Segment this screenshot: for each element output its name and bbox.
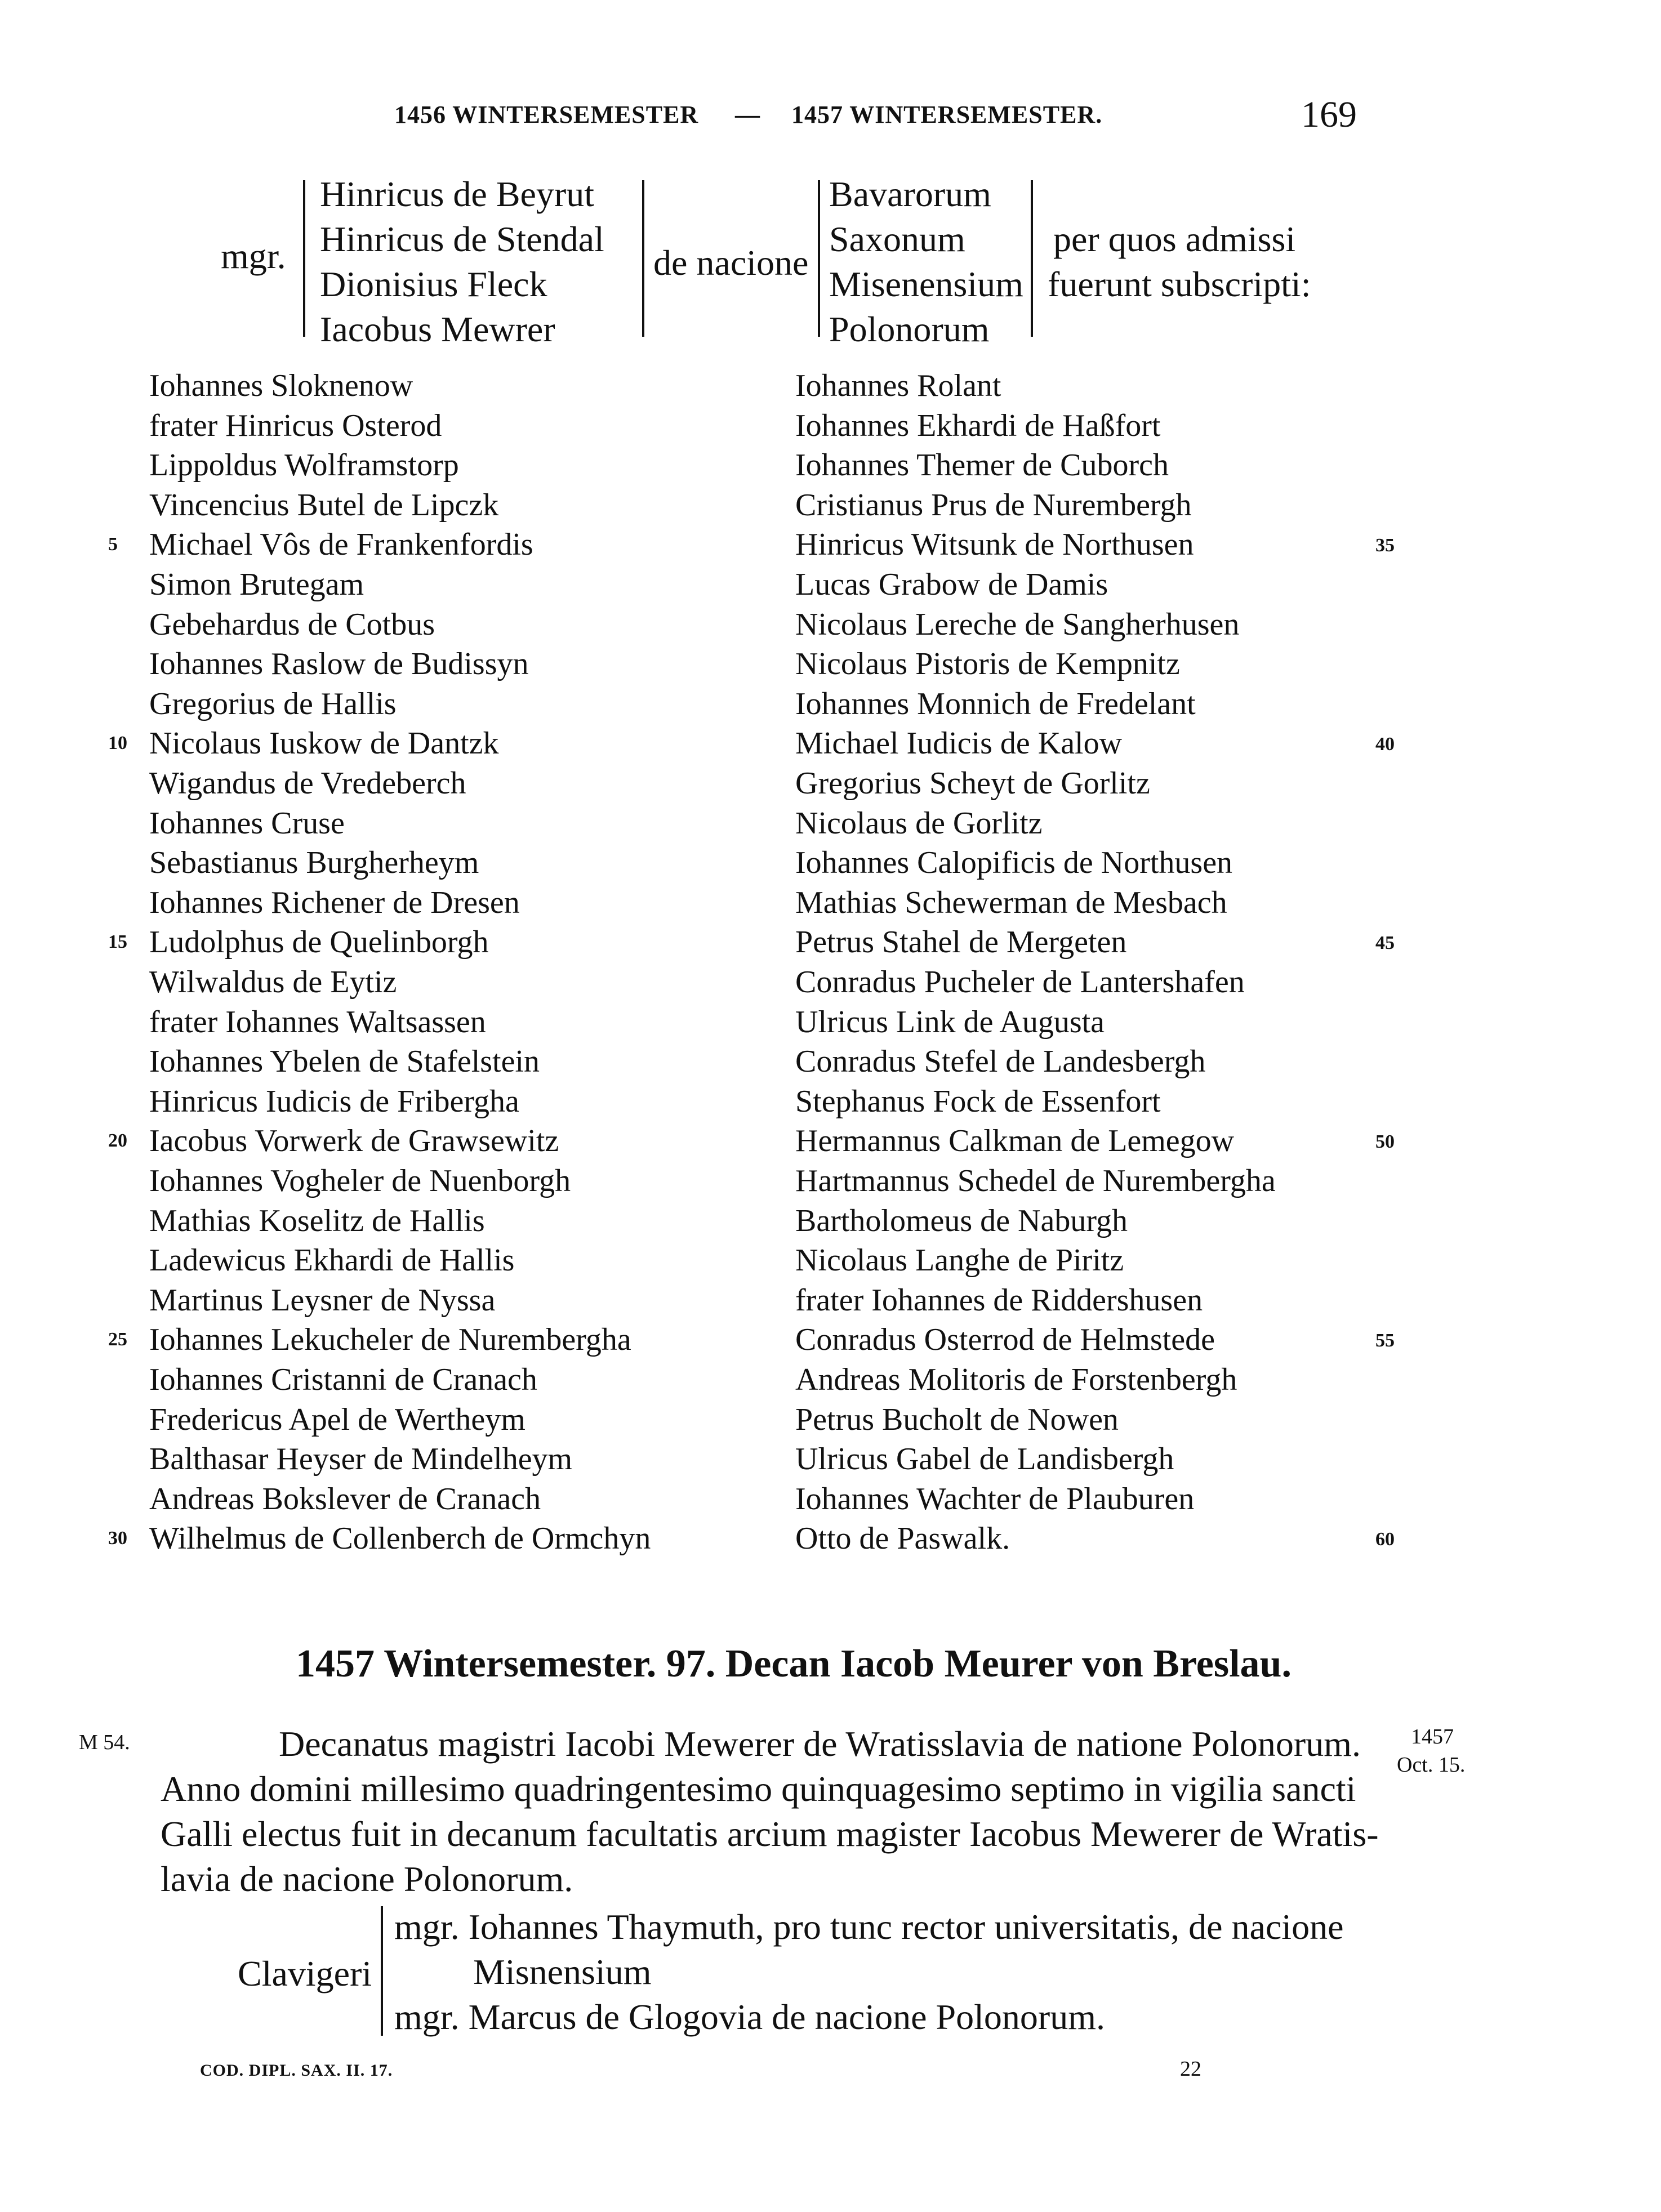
list-item: Mathias Schewerman de Mesbach	[795, 885, 1227, 920]
list-item: Nicolaus Pistoris de Kempnitz	[795, 646, 1180, 681]
list-item: Lucas Grabow de Damis	[795, 567, 1108, 602]
list-item: Michael Iudicis de Kalow	[795, 726, 1123, 761]
running-header-left: 1456 WINTERSEMESTER	[394, 101, 699, 128]
nation-name: Saxonum	[829, 219, 965, 259]
nation-name: Bavarorum	[829, 174, 991, 214]
paragraph-line-1: Decanatus magistri Iacobi Mewerer de Wratisslavia de natione Polonorum.	[279, 1724, 1361, 1764]
list-item: Conradus Stefel de Landesbergh	[795, 1044, 1206, 1079]
margin-date: Oct. 15.	[1397, 1753, 1466, 1777]
list-item: Ulricus Gabel de Landisbergh	[795, 1442, 1174, 1477]
list-item: Iohannes Ybelen de Stafelstein	[149, 1044, 540, 1079]
admitters-suffix-2: fuerunt subscripti:	[1048, 264, 1311, 304]
list-item: Andreas Bokslever de Cranach	[149, 1482, 541, 1517]
list-item: Iohannes Cruse	[149, 806, 345, 841]
list-item: frater Hinricus Osterod	[149, 408, 442, 443]
list-item: Simon Brutegam	[149, 567, 364, 602]
list-item: Iohannes Vogheler de Nuenborgh	[149, 1163, 571, 1198]
running-header-dash: —	[735, 101, 760, 128]
list-item: Ladewicus Ekhardi de Hallis	[149, 1243, 515, 1278]
list-item: Lippoldus Wolframstorp	[149, 448, 459, 483]
nations-close-brace	[1031, 180, 1033, 337]
list-item: Wigandus de Vredeberch	[149, 766, 466, 801]
paragraph-line-3: Galli electus fuit in decanum facultatis arcium magister Iacobus Mewerer de Wratis-	[161, 1814, 1379, 1854]
clavigeri-line-3: mgr. Marcus de Glogovia de nacione Polonorum.	[394, 1997, 1105, 2037]
line-number: 5	[108, 534, 118, 555]
list-item: frater Iohannes de Riddershusen	[795, 1283, 1203, 1318]
list-item: Bartholomeus de Naburgh	[795, 1203, 1128, 1238]
list-item: frater Iohannes Waltsassen	[149, 1005, 486, 1040]
list-item: Mathias Koselitz de Hallis	[149, 1203, 485, 1238]
master-name: Hinricus de Stendal	[320, 219, 604, 259]
line-number: 10	[108, 733, 127, 753]
list-item: Stephanus Fock de Essenfort	[795, 1084, 1161, 1119]
list-item: Martinus Leysner de Nyssa	[149, 1283, 496, 1318]
masters-close-brace	[642, 180, 644, 337]
list-item: Iohannes Richener de Dresen	[149, 885, 520, 920]
line-number: 25	[108, 1329, 127, 1350]
list-item: Otto de Paswalk.	[795, 1521, 1010, 1556]
paragraph-line-4: lavia de nacione Polonorum.	[161, 1859, 573, 1899]
admitters-suffix-1: per quos admissi	[1053, 219, 1296, 259]
list-item: Nicolaus Langhe de Piritz	[795, 1243, 1124, 1278]
list-item: Iacobus Vorwerk de Grawsewitz	[149, 1123, 559, 1158]
list-item: Petrus Stahel de Mergeten	[795, 925, 1127, 960]
clavigeri-line-1: mgr. Iohannes Thaymuth, pro tunc rector universitatis, de nacione	[394, 1907, 1344, 1947]
list-item: Michael Vôs de Frankenfordis	[149, 527, 533, 562]
clavigeri-line-2: Misnensium	[473, 1952, 652, 1992]
list-item: Gregorius de Hallis	[149, 686, 397, 721]
footer-signature: COD. DIPL. SAX. II. 17.	[200, 2061, 393, 2080]
list-item: Iohannes Themer de Cuborch	[795, 448, 1169, 483]
list-item: Hartmannus Schedel de Nurembergha	[795, 1163, 1276, 1198]
line-number: 40	[1375, 734, 1395, 755]
list-item: Nicolaus Lereche de Sangherhusen	[795, 607, 1240, 642]
nation-name: Misenensium	[829, 264, 1023, 304]
list-item: Iohannes Raslow de Budissyn	[149, 646, 529, 681]
running-header-right: 1457 WINTERSEMESTER.	[791, 101, 1103, 128]
clavigeri-label: Clavigeri	[238, 1954, 372, 1994]
list-item: Iohannes Lekucheler de Nurembergha	[149, 1322, 631, 1357]
line-number: 15	[108, 931, 127, 952]
list-item: Sebastianus Burgherheym	[149, 845, 479, 880]
list-item: Petrus Bucholt de Nowen	[795, 1402, 1119, 1437]
master-name: Iacobus Mewrer	[320, 309, 555, 349]
list-item: Conradus Osterrod de Helmstede	[795, 1322, 1215, 1357]
list-item: Iohannes Sloknenow	[149, 368, 413, 403]
master-name: Hinricus de Beyrut	[320, 174, 594, 214]
line-number: 55	[1375, 1330, 1395, 1351]
line-number: 35	[1375, 535, 1395, 556]
list-item: Gebehardus de Cotbus	[149, 607, 435, 642]
list-item: Wilwaldus de Eytiz	[149, 965, 397, 1000]
nation-name: Polonorum	[829, 309, 990, 349]
line-number: 30	[108, 1528, 127, 1549]
list-item: Iohannes Rolant	[795, 368, 1001, 403]
list-item: Hermannus Calkman de Lemegow	[795, 1123, 1235, 1158]
list-item: Iohannes Wachter de Plauburen	[795, 1482, 1195, 1517]
line-number: 50	[1375, 1131, 1395, 1152]
list-item: Nicolaus Iuskow de Dantzk	[149, 726, 499, 761]
nation-label: de nacione	[653, 243, 809, 283]
list-item: Hinricus Witsunk de Northusen	[795, 527, 1194, 562]
list-item: Conradus Pucheler de Lantershafen	[795, 965, 1245, 1000]
section-heading: 1457 Wintersemester. 97. Decan Iacob Meurer von Breslau.	[296, 1642, 1292, 1685]
list-item: Ludolphus de Quelinborgh	[149, 925, 489, 960]
admitters-prefix: mgr.	[221, 236, 286, 276]
list-item: Iohannes Monnich de Fredelant	[795, 686, 1196, 721]
list-item: Wilhelmus de Collenberch de Ormchyn	[149, 1521, 651, 1556]
clavigeri-brace	[381, 1906, 383, 2036]
left-brace	[303, 180, 305, 337]
list-item: Balthasar Heyser de Mindelheym	[149, 1442, 573, 1477]
line-number: 45	[1375, 933, 1395, 953]
footer-sheet-number: 22	[1180, 2057, 1201, 2081]
line-number: 60	[1375, 1529, 1395, 1550]
list-item: Fredericus Apel de Wertheym	[149, 1402, 526, 1437]
master-name: Dionisius Fleck	[320, 264, 547, 304]
paragraph-line-2: Anno domini millesimo quadringentesimo quinquagesimo septimo in vigilia sancti	[161, 1769, 1356, 1809]
list-item: Gregorius Scheyt de Gorlitz	[795, 766, 1150, 801]
nations-open-brace	[818, 180, 820, 337]
list-item: Ulricus Link de Augusta	[795, 1005, 1105, 1040]
list-item: Nicolaus de Gorlitz	[795, 806, 1043, 841]
list-item: Cristianus Prus de Nurembergh	[795, 488, 1192, 523]
list-item: Iohannes Cristanni de Cranach	[149, 1362, 537, 1397]
margin-year: 1457	[1411, 1725, 1454, 1749]
list-item: Iohannes Calopificis de Northusen	[795, 845, 1233, 880]
line-number: 20	[108, 1130, 127, 1151]
list-item: Hinricus Iudicis de Friberghа	[149, 1084, 519, 1119]
list-item: Andreas Molitoris de Forstenbergh	[795, 1362, 1237, 1397]
margin-reference: M 54.	[79, 1731, 130, 1754]
page-number: 169	[1301, 94, 1357, 135]
list-item: Iohannes Ekhardi de Haßfort	[795, 408, 1161, 443]
list-item: Vincencius Butel de Lipczk	[149, 488, 499, 523]
